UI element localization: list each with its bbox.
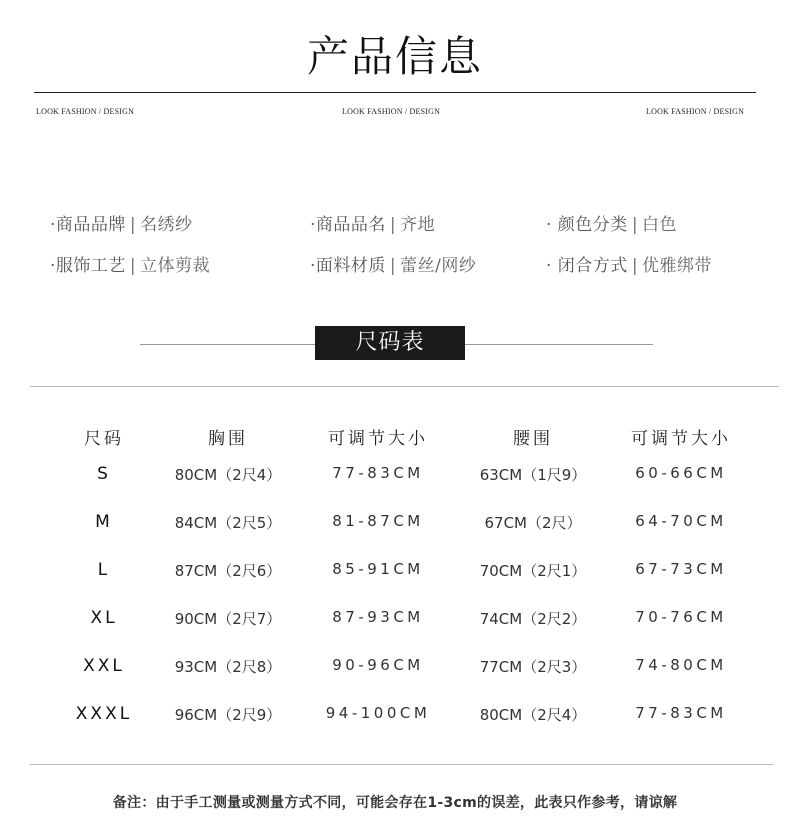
- info-value: 白色: [642, 215, 678, 235]
- cell-waist-range: 70-76CM: [635, 608, 727, 626]
- cell-bust-range: 94-100CM: [325, 704, 431, 722]
- info-color: [546, 210, 677, 235]
- header-bust: 胸围: [208, 429, 248, 449]
- cell-waist: 74CM（2尺2）: [479, 610, 587, 628]
- cell-bust-range: 90-96CM: [332, 656, 424, 674]
- cell-size: M: [95, 512, 113, 532]
- tagline-right: LOOK FASHION / DESIGN: [646, 107, 745, 116]
- table-row: [0, 704, 790, 752]
- table-row: [0, 560, 790, 608]
- info-value: 齐地: [400, 215, 436, 235]
- cell-waist-range: 60-66CM: [635, 464, 727, 482]
- info-label: ·商品品牌: [50, 215, 126, 235]
- cell-size: XL: [90, 608, 118, 628]
- table-top-divider: [30, 386, 779, 387]
- info-label: ·服饰工艺: [50, 256, 126, 276]
- info-label: · 闭合方式: [546, 256, 628, 276]
- cell-waist-range: 77-83CM: [635, 704, 727, 722]
- table-row: [0, 656, 790, 704]
- table-row: [0, 464, 790, 512]
- cell-size: L: [97, 560, 111, 580]
- info-separator: |: [631, 215, 639, 235]
- cell-waist: 80CM（2尺4）: [479, 706, 587, 724]
- cell-bust: 93CM（2尺8）: [174, 658, 282, 676]
- page-title: 产品信息: [306, 32, 483, 81]
- cell-bust-range: 81-87CM: [332, 512, 424, 530]
- info-separator: |: [389, 256, 397, 276]
- info-value: 名绣纱: [140, 215, 193, 235]
- header-waist-adjustable: 可调节大小: [631, 429, 731, 449]
- table-row: [0, 608, 790, 656]
- header-size: 尺码: [84, 429, 124, 449]
- cell-bust: 80CM（2尺4）: [174, 466, 282, 484]
- cell-size: XXXL: [75, 704, 133, 724]
- info-brand: [50, 210, 193, 235]
- cell-waist-range: 64-70CM: [635, 512, 727, 530]
- cell-waist-range: 74-80CM: [635, 656, 727, 674]
- info-separator: |: [389, 215, 397, 235]
- info-closure: [546, 251, 712, 276]
- footnote: 备注：由于手工测量或测量方式不同，可能会存在1-3cm的误差，此表只作参考，请谅解: [112, 795, 678, 811]
- header-bust-adjustable: 可调节大小: [328, 429, 428, 449]
- size-chart-banner: 尺码表: [315, 326, 465, 360]
- info-label: · 颜色分类: [546, 215, 628, 235]
- tagline-center: LOOK FASHION / DESIGN: [342, 107, 441, 116]
- tagline-left: LOOK FASHION / DESIGN: [36, 107, 135, 116]
- info-value: 优雅绑带: [642, 256, 713, 276]
- info-separator: |: [129, 215, 137, 235]
- info-separator: |: [631, 256, 639, 276]
- cell-waist: 77CM（2尺3）: [479, 658, 587, 676]
- cell-bust-range: 87-93CM: [332, 608, 424, 626]
- info-product-name: [310, 210, 435, 235]
- cell-size: S: [97, 464, 111, 484]
- cell-bust: 90CM（2尺7）: [174, 610, 282, 628]
- info-label: ·面料材质: [310, 256, 386, 276]
- table-header-row: [0, 424, 790, 464]
- info-craft: [50, 251, 210, 276]
- cell-bust: 87CM（2尺6）: [174, 562, 282, 580]
- cell-waist-range: 67-73CM: [635, 560, 727, 578]
- cell-waist: 67CM（2尺）: [484, 514, 582, 532]
- info-material: [310, 251, 476, 276]
- info-value: 蕾丝/网纱: [400, 256, 477, 276]
- top-divider: [34, 92, 756, 93]
- cell-waist: 70CM（2尺1）: [479, 562, 587, 580]
- table-bottom-divider: [30, 764, 774, 765]
- info-label: ·商品品名: [310, 215, 386, 235]
- info-value: 立体剪裁: [140, 256, 211, 276]
- cell-bust: 96CM（2尺9）: [174, 706, 282, 724]
- size-table: [0, 424, 790, 752]
- table-row: [0, 512, 790, 560]
- info-separator: |: [129, 256, 137, 276]
- header-waist: 腰围: [513, 429, 553, 449]
- cell-waist: 63CM（1尺9）: [479, 466, 587, 484]
- cell-bust-range: 77-83CM: [332, 464, 424, 482]
- cell-size: XXL: [83, 656, 125, 676]
- cell-bust-range: 85-91CM: [332, 560, 424, 578]
- cell-bust: 84CM（2尺5）: [174, 514, 282, 532]
